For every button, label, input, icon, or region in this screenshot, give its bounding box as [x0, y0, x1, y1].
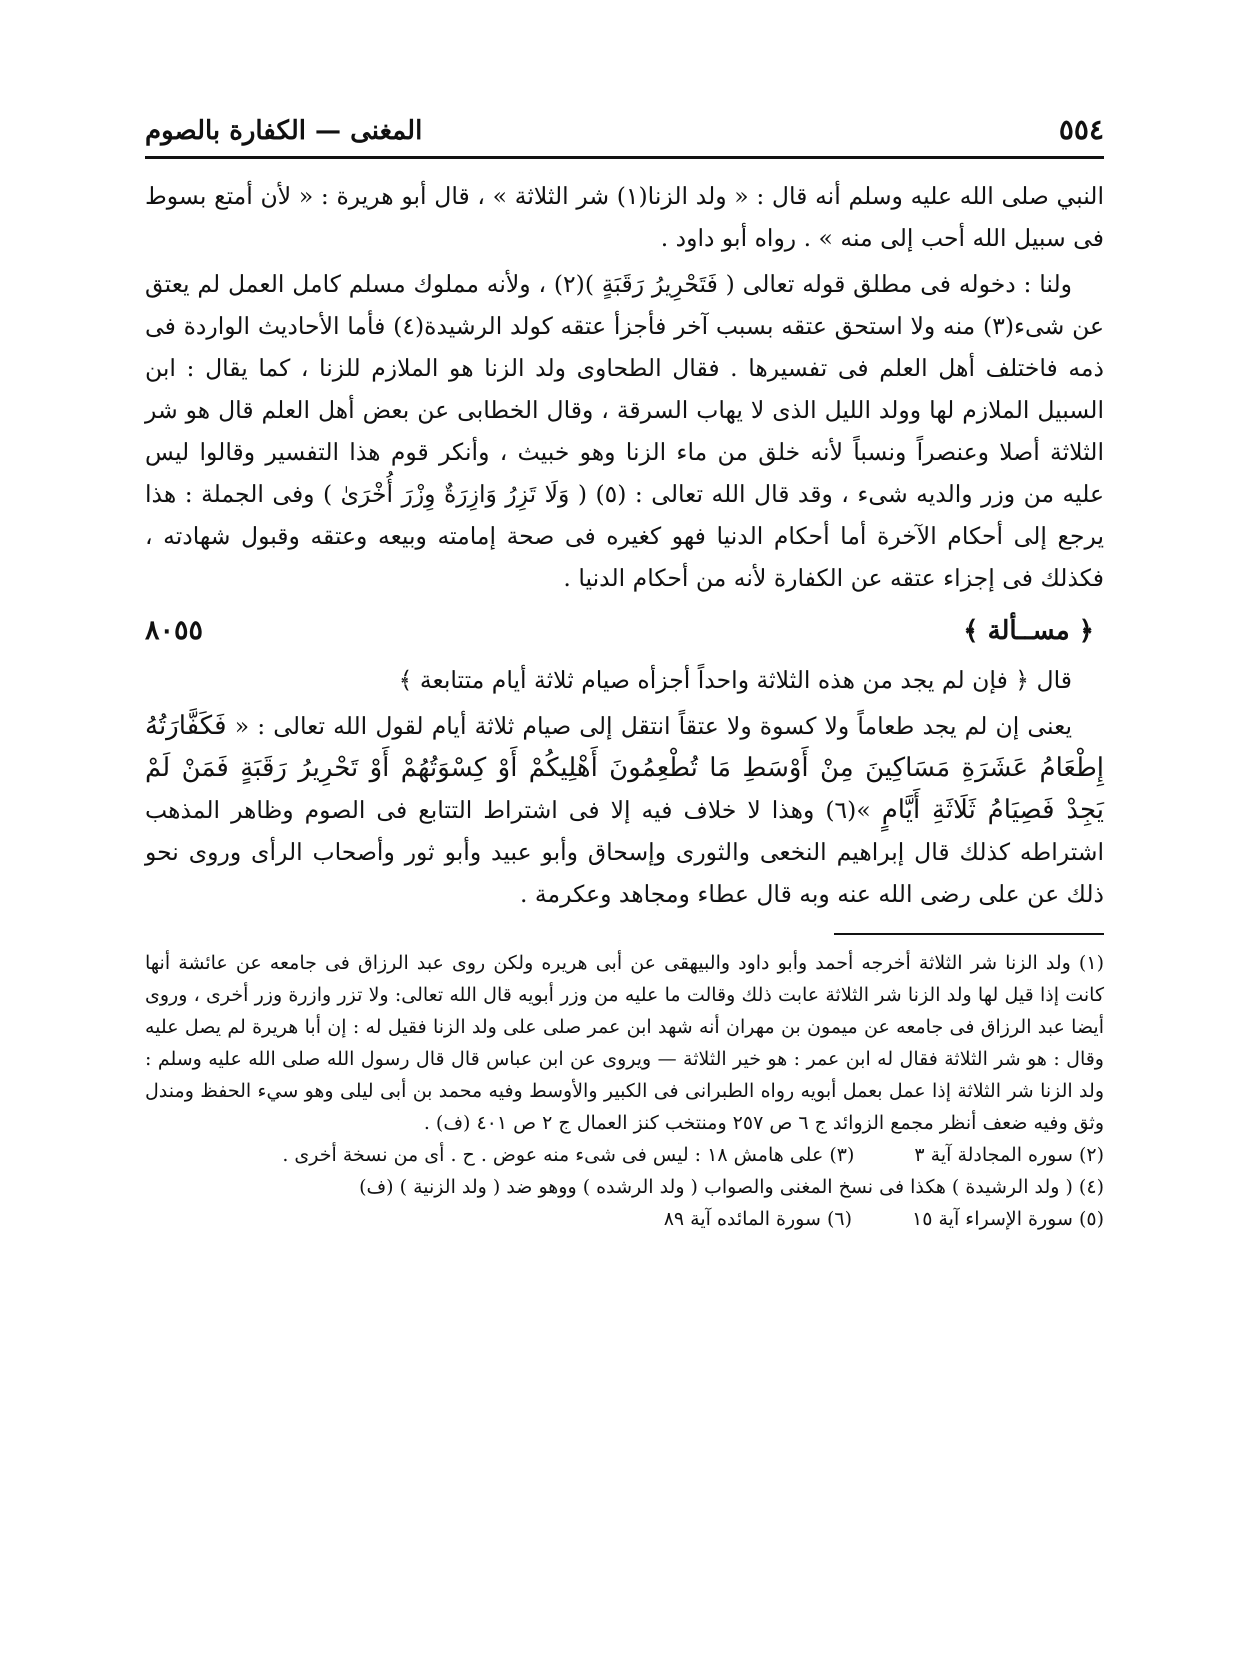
commentary-intro: يعنى إن لم يجد طعاماً ولا كسوة ولا عتقاً انتقل إلى صيام ثلاثة أيام لقول الله تعالى : «: [234, 712, 1072, 740]
quran-verse: فَكَفَّارَتُهُ إِطْعَامُ عَشَرَةِ مَسَاكِينَ مِنْ أَوْسَطِ مَا تُطْعِمُونَ أَهْلِيكُمْ أَوْ كِسْوَتُهُمْ أَوْ تَحْرِيرُ رَقَبَةٍ فَمَنْ لَمْ يَجِدْ فَصِيَامُ ثَلَاثَةِ أَيَّامٍ: [145, 711, 1104, 825]
section-number: ٨٠٥٥: [145, 615, 204, 646]
footnote-6: (٦) سورة المائده آية ٨٩: [663, 1208, 853, 1230]
commentary-rest: »(٦) وهذا لا خلاف فيه إلا فى اشتراط التتابع فى الصوم وظاهر المذهب اشتراطه كذلك قال إبراهيم النخعى والثورى وإسحاق وأبو عبيد وأبو ثور وأصحاب الرأى وروى نحو ذلك عن على رضى الله عنه وبه قال عطاء ومجاهد وعكرمة .: [145, 796, 1104, 908]
footnote-rule: [834, 933, 1104, 935]
running-title: المغنى — الكفارة بالصوم: [145, 116, 423, 146]
page-header: [145, 100, 1104, 146]
footnote-5: (٥) سورة الإسراء آية ١٥: [912, 1208, 1104, 1230]
section-heading: [145, 605, 1094, 657]
footnote-4: (٤) ( ولد الرشيدة ) هكذا فى نسخ المغنى والصواب ( ولد الرشده ) ووهو ضد ( ولد الزنية ) (ف): [359, 1176, 1104, 1198]
footnote-row-2-3: [145, 1139, 1104, 1171]
paragraph-1: النبي صلى الله عليه وسلم أنه قال : « ولد الزنا(١) شر الثلاثة » ، قال أبو هريرة : « لأن أمتع بسوط فى سبيل الله أحب إلى منه » . رواه أبو داود .: [145, 182, 1104, 252]
footnote-3: (٣) على هامش ١٨ : ليس فى شىء منه عوض . ح . أى من نسخة أخرى .: [282, 1144, 855, 1166]
footnotes: [145, 947, 1104, 1235]
footnote-row-5-6: [145, 1203, 1104, 1235]
page-number: ٥٥٤: [1058, 113, 1104, 146]
main-text: [145, 175, 1104, 915]
section-title: ﴿ مســألة ﴾: [963, 616, 1094, 646]
header-rule: [145, 156, 1104, 159]
masala-statement: قال ﴿ فإن لم يجد من هذه الثلاثة واحداً أجزأه صيام ثلاثة أيام متتابعة ﴾: [398, 666, 1072, 694]
masala-commentary: [145, 705, 1104, 915]
footnote-1: (١) ولد الزنا شر الثلاثة أخرجه أحمد وأبو داود والبيهقى عن أبى هريره ولكن روى عبد الرزاق فى جامعه عن عائشة أنها كانت إذا قيل لها ولد الزنا شر الثلاثة عابت ذلك وقالت ما عليه من وزر أبويه قال الله تعالى: ولا تزر وازرة وزر أخرى ، وروى أيضا عبد الرزاق فى جامعه عن ميمون بن مهران أنه شهد ابن عمر صلى على ولد الزنا فقيل له : إن أبا هريرة لم يصل عليه وقال : هو شر الثلاثة فقال له ابن عمر : هو خير الثلاثة — ويروى عن ابن عباس قال قال رسول الله صلى الله عليه وسلم : ولد الزنا شر الثلاثة إذا عمل بعمل أبويه رواه الطبرانى فى الكبير والأوسط وفيه محمد بن أبى ليلى وهو سيء الحفظ ومندل وثق وفيه ضعف أنظر مجمع الزوائد ج ٦ ص ٢٥٧ ومنتخب كنز العمال ج ٢ ص ٤٠١ (ف) .: [145, 952, 1104, 1134]
footnote-2: (٢) سوره المجادلة آية ٣: [914, 1144, 1104, 1166]
paragraph-2: ولنا : دخوله فى مطلق قوله تعالى ( فَتَحْرِيرُ رَقَبَةٍ )(٢) ، ولأنه مملوك مسلم كامل العمل لم يعتق عن شىء(٣) منه ولا استحق عتقه بسبب آخر فأجزأ عتقه كولد الرشيدة(٤) فأما الأحاديث الواردة فى ذمه فاختلف أهل العلم فى تفسيرها . فقال الطحاوى ولد الزنا هو الملازم للزنا ، كما يقال : ابن السبيل الملازم لها وولد الليل الذى لا يهاب السرقة ، وقال الخطابى عن بعض أهل العلم قال هو شر الثلاثة أصلا وعنصراً ونسباً لأنه خلق من ماء الزنا وهو خبيث ، وأنكر قوم هذا التفسير وقالوا ليس عليه من وزر والديه شىء ، وقد قال الله تعالى : (٥) ( وَلَا تَزِرُ وَازِرَةٌ وِزْرَ أُخْرَىٰ ) وفى الجملة : هذا يرجع إلى أحكام الآخرة أما أحكام الدنيا فهو كغيره فى صحة إمامته وبيعه وعتقه وقبول شهادته ، فكذلك فى إجزاء عتقه عن الكفارة لأنه من أحكام الدنيا .: [145, 270, 1105, 592]
